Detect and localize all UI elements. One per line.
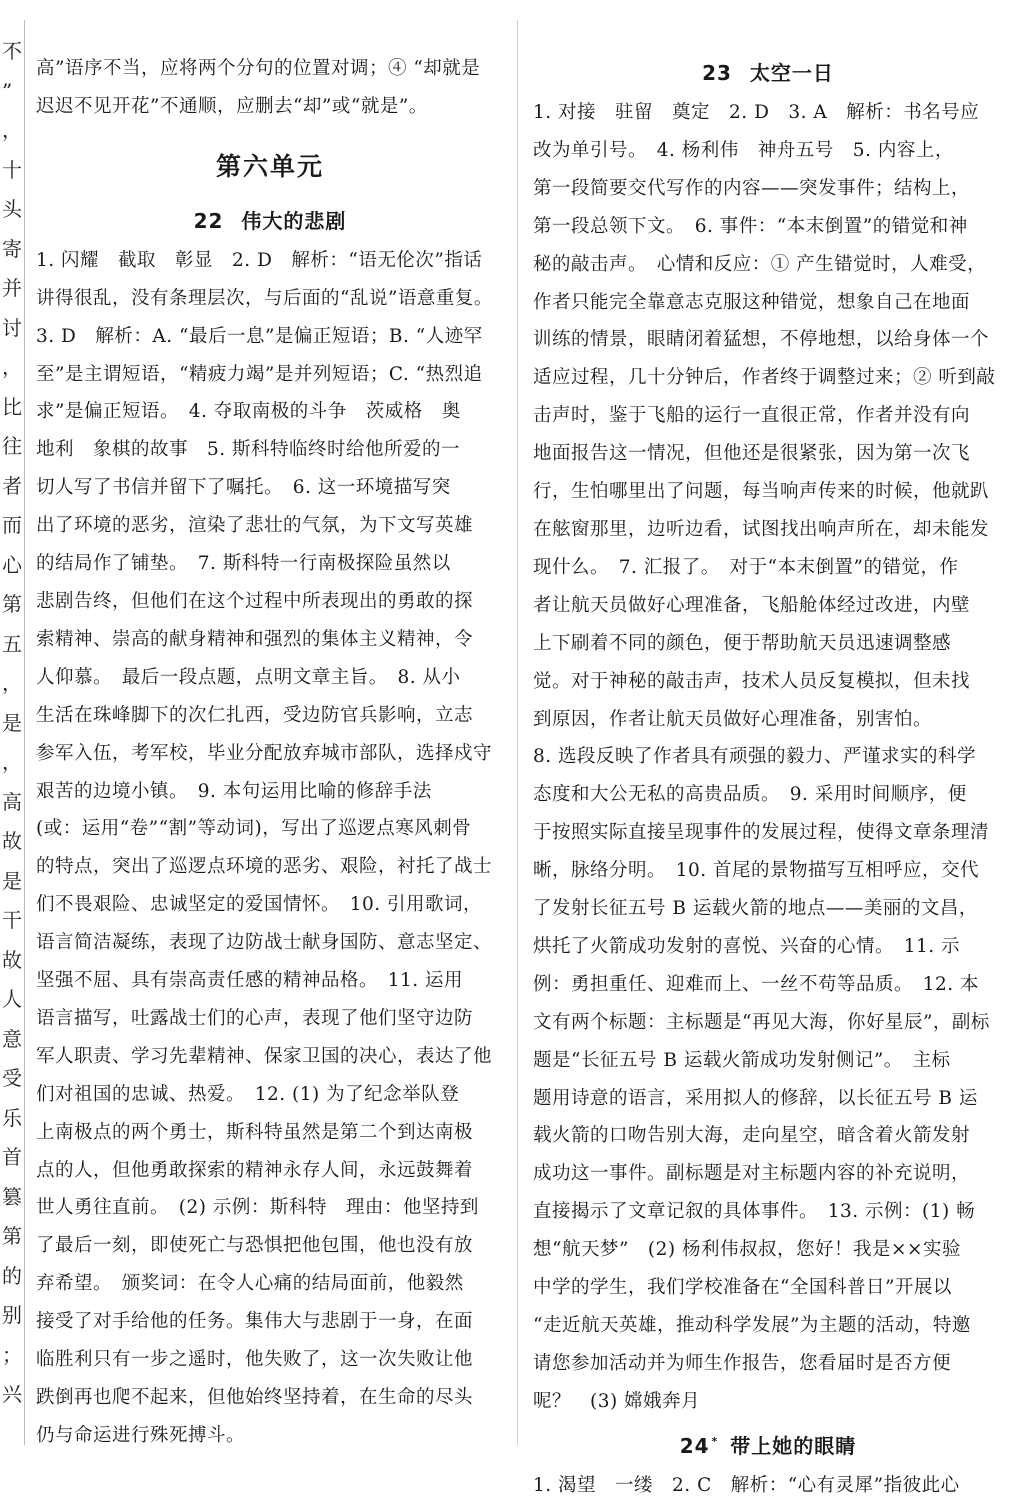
text-line: 坚强不屈、具有崇高责任感的精神品格。 11. 运用 [36,970,464,992]
text-line: 成功这一事件。副标题是对主标题内容的补充说明， [533,1163,971,1185]
text-line: 到原因，作者让航天员做好心理准备，别害怕。 [533,708,933,730]
edge-glyph: 讨 [2,315,22,340]
text-line: 人仰慕。 最后一段点题，点明文章主旨。 8. 从小 [36,666,461,688]
text-line: 高”语序不当，应将两个分句的位置对调；④ “却就是 [36,58,481,79]
edge-glyph: 第 [2,1224,22,1248]
carryover-text [36,50,504,126]
edge-glyph: ； [2,1342,22,1367]
edge-glyph: 别 [2,1303,22,1327]
edge-glyph: 高 [2,789,22,814]
edge-glyph: 并 [2,276,22,300]
text-line: 临胜利只有一步之遥时，他失败了，这一次失败让他 [36,1349,474,1371]
text-line: 呢？ (3) 嫦娥奔月 [533,1390,701,1412]
text-line: 直接揭示了文章记叙的具体事件。 13. 示例：(1) 畅 [533,1201,976,1223]
edge-glyph: 的 [2,1263,22,1288]
unit-title: 第六单元 [215,151,324,181]
section-title-22 [36,200,504,242]
edge-glyph: 首 [2,1145,22,1169]
text-line: 切人写了书信并留下了嘱托。 6. 这一环境描写突 [36,477,451,499]
text-line: 第一段总领下文。 6. 事件：“本末倒置”的错觉和神 [533,215,968,237]
page-gutter-line [24,20,25,1445]
section-23-answers [533,94,1003,1421]
edge-glyph: 比 [2,394,22,419]
text-line: 想“航天梦” (2) 杨利伟叔叔，您好！我是××实验 [533,1239,962,1261]
text-line: 于按照实际直接呈现事件的发展过程，使得文章条理清 [533,822,990,844]
text-line: 作者只能完全靠意志克服这种错觉，想象自己在地面 [533,291,971,313]
optional-mark: * [711,1434,719,1448]
text-line: 跌倒再也爬不起来，但他始终坚持着，在生命的尽头 [36,1387,474,1408]
text-line: 1. 渴望 一缕 2. C 解析：“心有灵犀”指彼此心 [533,1474,960,1496]
text-line: 生活在珠峰脚下的次仁扎西，受边防官兵影响，立志 [36,704,474,726]
edge-glyph: 十 [2,157,22,182]
text-line: 语言描写，吐露战士们的心声，表现了他们坚守边防 [36,1007,474,1029]
edge-glyph: 心 [2,552,22,577]
text-line: 晰，脉络分明。 10. 首尾的景物描写互相呼应，交代 [533,860,980,882]
text-line: 们不畏艰险、忠诚坚定的爱国情怀。 10. 引用歌词， [36,894,483,916]
text-line: 中学的学生，我们学校准备在“全国科普日”开展以 [533,1277,952,1299]
section-24-answers [533,1467,1003,1505]
edge-glyph: 乐 [2,1105,22,1130]
text-line: 索精神、崇高的献身精神和强烈的集体主义精神，令 [36,628,474,650]
edge-glyph: ” [2,78,13,103]
text-line: 行，生怕哪里出了问题，每当响声传来的时候，他就趴 [533,481,990,503]
text-line: 了最后一刻，即使死亡与恐惧把他包围，他也没有放 [36,1235,474,1257]
section-title-24 [533,1421,1003,1467]
text-line: 1. 对接 驻留 奠定 2. D 3. A 解析：书名号应 [533,102,980,123]
text-line: 觉。对于神秘的敲击声，技术人员反复模拟，但未找 [533,670,971,692]
edge-glyph: 往 [2,434,22,458]
edge-glyph: 受 [2,1066,22,1090]
edge-glyph: 故 [2,829,22,853]
text-line: 现什么。 7. 汇报了。 对于“本末倒置”的错觉，作 [533,556,959,578]
section-number: 24 [679,1433,710,1458]
edge-glyph: 兴 [2,1382,22,1406]
section-22-answers [36,242,504,1455]
text-line: 请您参加活动并为师生作报告，您看届时是否方便 [533,1352,952,1374]
edge-glyph: ， [2,118,22,142]
text-line: 地面报告这一情况，但他还是很紧张，因为第一次飞 [533,443,971,465]
edge-glyph: 者 [2,473,22,498]
section-heading: 伟大的悲剧 [241,208,347,233]
edge-glyph: 篡 [2,1184,22,1209]
section-heading: 带上她的眼睛 [730,1433,857,1458]
text-line: 的结局作了铺垫。 7. 斯科特一行南极探险虽然以 [36,553,451,575]
text-line: 语言简洁凝练，表现了边防战士献身国防、意志坚定、 [36,932,493,954]
left-column [36,50,504,1455]
text-line: 参军入伍，考军校，毕业分配放弃城市部队，选择戍守 [36,742,493,764]
text-line: 们对祖国的忠诚、热爱。 12. (1) 为了纪念举队登 [36,1083,460,1105]
adjacent-page-edge [0,0,22,1470]
text-line: 弃希望。 颁奖词：在令人心痛的结局面前，他毅然 [36,1273,464,1295]
text-line: 讲得很乱，没有条理层次，与后面的“乱说”语意重复。 [36,287,493,309]
text-line: 烘托了火箭成功发射的喜悦、兴奋的心情。 11. 示 [533,935,961,957]
text-line: 适应过程，几十分钟后，作者终于调整过来；② 听到敲 [533,367,996,389]
text-line: 1. 闪耀 截取 彰显 2. D 解析：“语无伦次”指话 [36,249,483,271]
edge-glyph: 是 [2,868,22,893]
text-line: 迟迟不见开花”不通顺，应删去“却”或“就是”。 [36,95,428,117]
column-divider [517,20,518,1445]
text-line: 出了环境的恶劣，渲染了悲壮的气氛，为下文写英雄 [36,515,474,537]
text-line: 8. 选段反映了作者具有顽强的毅力、严谨求实的科学 [533,746,977,768]
text-line: 地利 象棋的故事 5. 斯科特临终时给他所爱的一 [36,439,461,461]
edge-glyph: 意 [2,1026,22,1051]
text-line: 改为单引号。 4. 杨利伟 神舟五号 5. 内容上， [533,139,954,161]
text-line: 艰苦的边境小镇。 9. 本句运用比喻的修辞手法 [36,780,432,802]
text-line: 训练的情景，眼睛闭着猛想，不停地想，以给身体一个 [533,329,990,351]
text-line: 世人勇往直前。 (2) 示例：斯科特 理由：他坚持到 [36,1197,479,1219]
edge-glyph: 故 [2,947,22,972]
section-number: 22 [193,208,224,233]
edge-glyph: 而 [2,513,22,537]
text-line: 秘的敲击声。 心情和反应：① 产生错觉时，人难受， [533,253,987,275]
text-line: 者让航天员做好心理准备，飞船舱体经过改进，内壁 [533,594,971,616]
text-line: 题是“长征五号 B 运载火箭成功发射侧记”。 主标 [533,1049,951,1071]
edge-glyph: 第 [2,592,22,616]
text-line: 上下刷着不同的颜色，便于帮助航天员迅速调整感 [533,632,952,654]
text-line: 了发射长征五号 B 运载火箭的地点——美丽的文昌， [533,898,978,920]
text-line: 上南极点的两个勇士，斯科特虽然是第二个到达南极 [36,1121,474,1143]
text-line: 悲剧告终，但他们在这个过程中所表现出的勇敢的探 [36,590,474,612]
text-line: 第一段简要交代写作的内容——突发事件；结构上， [533,177,971,199]
text-line: 军人职责、学习先辈精神、保家卫国的决心，表达了他 [36,1045,493,1067]
edge-glyph: 寄 [2,236,22,261]
right-column [533,52,1003,1505]
text-line: (或：运用“卷”“割”等动词)，写出了巡逻点寒风刺骨 [36,818,472,840]
text-line: 题用诗意的语言，采用拟人的修辞，以长征五号 B 运 [533,1087,978,1109]
text-line: 击声时，鉴于飞船的运行一直很正常，作者并没有向 [533,405,971,427]
edge-glyph: ， [2,355,22,379]
text-line: 3. D 解析：A. “最后一息”是偏正短语；B. “人迹罕 [36,325,483,347]
section-number: 23 [702,61,732,85]
edge-glyph: 头 [2,197,22,221]
text-line: 例：勇担重任、迎难而上、一丝不苟等品质。 12. 本 [533,973,980,995]
text-line: 在舷窗那里，边听边看，试图找出响声所在，却未能发 [533,518,990,540]
text-line: 点的人，但他勇敢探索的精神永存人间，永远鼓舞着 [36,1159,474,1181]
edge-glyph: 人 [2,987,22,1011]
edge-glyph: 干 [2,908,22,932]
section-heading: 太空一日 [749,61,834,85]
text-line: 求”是偏正短语。 4. 夺取南极的斗争 茨威格 奥 [36,401,461,423]
edge-glyph: 是 [2,710,22,735]
text-line: 的特点，突出了巡逻点环境的恶劣、艰险，衬托了战士 [36,856,493,878]
text-line: 接受了对手给他的任务。集伟大与悲剧于一身，在面 [36,1311,474,1333]
text-line: 态度和大公无私的高贵品质。 9. 采用时间顺序，便 [533,784,967,806]
text-line: “走近航天英雄，推动科学发展”为主题的活动，特邀 [533,1315,971,1336]
text-line: 仍与命运进行殊死搏斗。 [36,1424,246,1446]
edge-glyph: ， [2,750,22,774]
section-title-23 [533,52,1003,94]
text-line: 至”是主谓短语，“精疲力竭”是并列短语；C. “热烈追 [36,363,483,385]
edge-glyph: 五 [2,631,22,656]
edge-glyph: 不 [2,39,22,63]
text-line: 载火箭的口吻告别大海，走向星空，暗含着火箭发射 [533,1125,971,1147]
edge-glyph: ， [2,671,22,695]
text-line: 文有两个标题：主标题是“再见大海，你好星辰”，副标 [533,1011,990,1033]
